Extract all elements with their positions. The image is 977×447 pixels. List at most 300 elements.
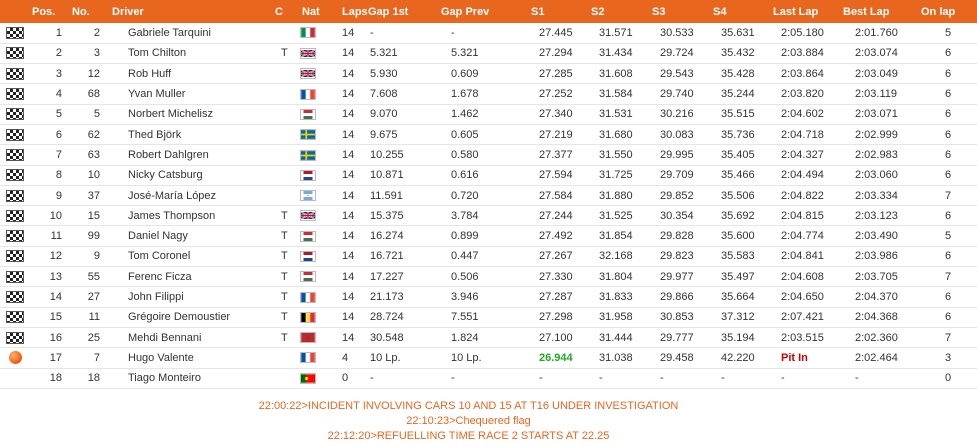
cell-laps	[334, 307, 366, 327]
value-gapp: 7.551	[451, 311, 479, 324]
cell-s3	[650, 307, 711, 327]
cell-pos	[30, 145, 70, 165]
cell-gapp	[439, 23, 529, 43]
chequered-flag-icon	[6, 291, 24, 303]
cell-c	[273, 64, 300, 84]
chequered-flag-icon	[6, 271, 24, 283]
value-gap1: 30.548	[370, 331, 404, 344]
cell-laps	[334, 287, 366, 307]
value-driver: Rob Huff	[128, 67, 172, 80]
cell-onlap	[919, 104, 977, 124]
value-gapp: -	[451, 372, 455, 385]
value-no: 68	[87, 88, 100, 101]
cell-nat	[300, 185, 334, 205]
cell-c	[273, 84, 300, 104]
value-s2: 31.571	[599, 26, 633, 39]
cell-gap1	[366, 23, 439, 43]
cell-s3	[650, 43, 711, 63]
flag-bel-icon	[300, 312, 316, 323]
cell-laps	[334, 64, 366, 84]
cell-best	[841, 43, 919, 63]
value-no: 5	[93, 108, 100, 121]
cell-c	[273, 226, 300, 246]
value-driver: Tom Chilton	[128, 47, 187, 60]
cell-pos	[30, 327, 70, 347]
value-gapp: 1.678	[451, 88, 479, 101]
value-gap1: 10.871	[370, 169, 404, 182]
cell-nat	[300, 43, 334, 63]
cell-driver	[110, 185, 273, 205]
cell-s3	[650, 267, 711, 287]
value-gap1: 16.274	[370, 230, 404, 243]
race-control-messages	[0, 399, 937, 444]
value-s1: 27.492	[539, 230, 573, 243]
cell-s1	[529, 246, 589, 266]
cell-nat	[300, 267, 334, 287]
cell-s4	[711, 104, 771, 124]
cell-gapp	[439, 124, 529, 144]
value-driver: Nicky Catsburg	[128, 169, 203, 182]
value-onlap: 0	[945, 372, 952, 385]
value-laps: 14	[342, 311, 355, 324]
cell-s2	[589, 23, 650, 43]
value-driver: Hugo Valente	[128, 351, 194, 364]
cell-s4	[711, 23, 771, 43]
table-row[interactable]	[0, 267, 977, 287]
value-s4: 35.432	[721, 47, 755, 60]
value-pos: 6	[55, 128, 62, 141]
value-gap1: 15.375	[370, 209, 404, 222]
value-pos: 18	[49, 372, 62, 385]
flag-hun-icon	[300, 231, 316, 242]
cell-onlap	[919, 246, 977, 266]
value-last: -	[781, 372, 785, 385]
value-last: 2:04.822	[781, 189, 824, 202]
table-row[interactable]	[0, 246, 977, 266]
cell-nat	[300, 124, 334, 144]
cell-best	[841, 64, 919, 84]
status-cell	[0, 43, 30, 63]
cell-onlap	[919, 185, 977, 205]
col-gap-prev[interactable]: Gap Prev	[439, 0, 529, 23]
table-row[interactable]	[0, 287, 977, 307]
cell-pos	[30, 307, 70, 327]
value-s2: 31.584	[599, 88, 633, 101]
cell-s2	[589, 307, 650, 327]
cell-nat	[300, 246, 334, 266]
value-pos: 5	[55, 108, 62, 121]
value-s4: 35.692	[721, 209, 755, 222]
value-onlap: 6	[945, 148, 952, 161]
cell-nat	[300, 287, 334, 307]
value-last: 2:04.602	[781, 108, 824, 121]
cell-gapp	[439, 206, 529, 226]
value-gap1: 9.675	[370, 128, 398, 141]
value-onlap: 6	[945, 209, 952, 222]
cell-s4	[711, 226, 771, 246]
value-laps: 14	[342, 209, 355, 222]
flag-ned-icon	[300, 251, 316, 262]
value-s1: -	[539, 372, 543, 385]
value-gapp: 3.784	[451, 209, 479, 222]
cell-s3	[650, 368, 711, 388]
cell-best	[841, 84, 919, 104]
cell-gap1	[366, 145, 439, 165]
value-s3: 29.828	[660, 230, 694, 243]
col-nat[interactable]: Nat	[300, 0, 334, 23]
value-onlap: 6	[945, 108, 952, 121]
value-s1: 27.287	[539, 291, 573, 303]
cell-no	[70, 165, 110, 185]
cell-nat	[300, 206, 334, 226]
status-cell	[0, 206, 30, 226]
cell-gap1	[366, 246, 439, 266]
value-best: 2:03.049	[855, 67, 898, 80]
cell-pos	[30, 368, 70, 388]
value-pos: 3	[55, 67, 62, 80]
flag-gbr-icon	[300, 48, 316, 59]
value-s1: 27.244	[539, 209, 573, 222]
cell-s4	[711, 287, 771, 307]
cell-onlap	[919, 348, 977, 368]
cell-no	[70, 226, 110, 246]
value-onlap: 6	[945, 67, 952, 80]
cell-c	[273, 267, 300, 287]
value-best: 2:02.464	[855, 351, 898, 364]
value-s2: -	[599, 372, 603, 385]
cell-c	[273, 43, 300, 63]
cell-no	[70, 43, 110, 63]
value-onlap: 7	[945, 270, 952, 283]
cell-onlap	[919, 226, 977, 246]
cell-gapp	[439, 104, 529, 124]
cell-driver	[110, 23, 273, 43]
value-driver: José-María López	[128, 189, 217, 202]
value-gapp: 0.580	[451, 148, 479, 161]
value-s4: 35.515	[721, 108, 755, 121]
flag-hun-icon	[300, 271, 316, 282]
cell-nat	[300, 368, 334, 388]
cell-onlap	[919, 23, 977, 43]
col-on-lap[interactable]: On lap	[919, 0, 977, 23]
cell-gap1	[366, 185, 439, 205]
value-pos: 2	[55, 47, 62, 60]
cell-s2	[589, 246, 650, 266]
value-driver: Thed Björk	[128, 128, 182, 141]
cell-best	[841, 165, 919, 185]
value-no: 7	[93, 351, 100, 364]
value-s1: 27.594	[539, 169, 573, 182]
col-s4[interactable]: S4	[711, 0, 771, 23]
cell-best	[841, 124, 919, 144]
chequered-flag-icon	[6, 129, 24, 141]
value-onlap: 5	[945, 230, 952, 243]
value-s3: 29.740	[660, 88, 694, 101]
chequered-flag-icon	[6, 230, 24, 242]
cell-s2	[589, 267, 650, 287]
cell-pos	[30, 165, 70, 185]
cell-driver	[110, 84, 273, 104]
cell-onlap	[919, 145, 977, 165]
cell-s1	[529, 145, 589, 165]
cell-laps	[334, 267, 366, 287]
value-s3: 29.709	[660, 169, 694, 182]
cell-c	[273, 307, 300, 327]
table-row[interactable]	[0, 206, 977, 226]
cell-pos	[30, 185, 70, 205]
value-gapp: 0.605	[451, 128, 479, 141]
cell-s4	[711, 185, 771, 205]
value-gap1: 21.173	[370, 291, 404, 303]
col-best-lap[interactable]: Best Lap	[841, 0, 919, 23]
cell-gap1	[366, 104, 439, 124]
value-no: 9	[93, 250, 100, 263]
value-driver: Mehdi Bennani	[128, 331, 202, 344]
flag-por-icon	[300, 373, 316, 384]
cell-driver	[110, 267, 273, 287]
value-onlap: 6	[945, 128, 952, 141]
col-s3[interactable]: S3	[650, 0, 711, 23]
value-last: 2:03.884	[781, 47, 824, 60]
cell-best	[841, 23, 919, 43]
cell-best	[841, 267, 919, 287]
value-s4: 35.631	[721, 26, 755, 39]
col-c[interactable]: C	[273, 0, 300, 23]
value-gap1: 9.070	[370, 108, 398, 121]
value-laps: 14	[342, 148, 355, 161]
value-c: T	[281, 230, 288, 243]
col-laps[interactable]: Laps	[334, 0, 366, 23]
value-laps: 14	[342, 230, 355, 243]
message-2: 22:10:23>Chequered flag	[406, 415, 531, 427]
value-onlap: 3	[945, 351, 952, 364]
value-s1: 27.219	[539, 128, 573, 141]
value-s1: 26.944	[539, 351, 573, 364]
value-s2: 31.444	[599, 331, 633, 344]
table-row[interactable]	[0, 307, 977, 327]
chequered-flag-icon	[6, 250, 24, 262]
cell-no	[70, 206, 110, 226]
cell-s3	[650, 246, 711, 266]
timing-rows	[0, 23, 977, 388]
value-gapp: 0.616	[451, 169, 479, 182]
table-row[interactable]	[0, 368, 977, 388]
cell-s1	[529, 307, 589, 327]
flag-arg-icon	[300, 190, 316, 201]
chequered-flag-icon	[6, 27, 24, 39]
table-row[interactable]	[0, 165, 977, 185]
cell-c	[273, 368, 300, 388]
cell-s1	[529, 368, 589, 388]
value-c: T	[281, 331, 288, 344]
value-s2: 31.608	[599, 67, 633, 80]
cell-gap1	[366, 124, 439, 144]
table-row[interactable]	[0, 23, 977, 43]
value-c: T	[281, 270, 288, 283]
cell-s4	[711, 206, 771, 226]
cell-pos	[30, 43, 70, 63]
value-s4: 35.194	[721, 331, 755, 344]
cell-pos	[30, 348, 70, 368]
value-pos: 15	[49, 311, 62, 324]
value-laps: 14	[342, 331, 355, 344]
flag-swe-icon	[300, 150, 316, 161]
value-s2: 31.833	[599, 291, 633, 303]
cell-laps	[334, 327, 366, 347]
value-c: T	[281, 311, 288, 324]
value-laps: 14	[342, 128, 355, 141]
table-header	[0, 0, 977, 23]
cell-s1	[529, 124, 589, 144]
value-best: 2:03.123	[855, 209, 898, 222]
cell-nat	[300, 104, 334, 124]
status-cell	[0, 104, 30, 124]
value-s4: 35.600	[721, 230, 755, 243]
cell-onlap	[919, 84, 977, 104]
value-s3: 29.866	[660, 291, 694, 303]
value-s2: 31.804	[599, 270, 633, 283]
value-pos: 1	[55, 26, 62, 39]
table-row[interactable]	[0, 124, 977, 144]
table-row[interactable]	[0, 185, 977, 205]
cell-best	[841, 307, 919, 327]
cell-gapp	[439, 145, 529, 165]
cell-s3	[650, 348, 711, 368]
cell-gap1	[366, 267, 439, 287]
table-row[interactable]	[0, 84, 977, 104]
cell-last	[771, 206, 841, 226]
cell-no	[70, 307, 110, 327]
value-last: 2:04.718	[781, 128, 824, 141]
table-row[interactable]	[0, 145, 977, 165]
table-row[interactable]	[0, 43, 977, 63]
col-s2[interactable]: S2	[589, 0, 650, 23]
cell-no	[70, 104, 110, 124]
value-s4: 37.312	[721, 311, 755, 324]
value-laps: 14	[342, 291, 355, 303]
cell-s3	[650, 327, 711, 347]
value-driver: Daniel Nagy	[128, 230, 188, 243]
flag-hun-icon	[300, 109, 316, 120]
status-cell	[0, 368, 30, 388]
value-last: 2:03.820	[781, 88, 824, 101]
flag-gbr-icon	[300, 68, 316, 79]
value-driver: John Filippi	[128, 291, 184, 303]
value-s2: 31.680	[599, 128, 633, 141]
table-row[interactable]	[0, 327, 977, 347]
chequered-flag-icon	[6, 47, 24, 59]
cell-onlap	[919, 267, 977, 287]
col-s1[interactable]: S1	[529, 0, 589, 23]
col-last-lap[interactable]: Last Lap	[771, 0, 841, 23]
cell-s3	[650, 64, 711, 84]
value-no: 25	[87, 331, 100, 344]
value-no: 62	[87, 128, 100, 141]
value-s3: 29.823	[660, 250, 694, 263]
cell-no	[70, 185, 110, 205]
cell-laps	[334, 185, 366, 205]
cell-s3	[650, 226, 711, 246]
cell-s2	[589, 226, 650, 246]
status-cell	[0, 23, 30, 43]
cell-c	[273, 185, 300, 205]
status-cell	[0, 64, 30, 84]
value-driver: Robert Dahlgren	[128, 148, 209, 161]
chequered-flag-icon	[6, 311, 24, 323]
col-driver[interactable]: Driver	[110, 0, 273, 23]
table-row[interactable]	[0, 348, 977, 368]
value-last: 2:04.815	[781, 209, 824, 222]
value-driver: Ferenc Ficza	[128, 270, 192, 283]
value-no: 11	[88, 311, 100, 324]
cell-s3	[650, 287, 711, 307]
cell-s4	[711, 307, 771, 327]
cell-c	[273, 23, 300, 43]
cell-best	[841, 327, 919, 347]
flag-ita-icon	[300, 27, 316, 38]
table-row[interactable]	[0, 226, 977, 246]
cell-driver	[110, 124, 273, 144]
value-s2: 31.531	[599, 108, 633, 121]
value-onlap: 6	[945, 250, 952, 263]
value-last: 2:05.180	[781, 26, 824, 39]
value-best: 2:04.370	[855, 291, 898, 303]
value-s1: 27.445	[539, 26, 573, 39]
cell-s4	[711, 145, 771, 165]
cell-gapp	[439, 185, 529, 205]
value-s2: 31.038	[599, 351, 633, 364]
value-s1: 27.100	[539, 331, 573, 344]
cell-s1	[529, 185, 589, 205]
cell-s2	[589, 43, 650, 63]
value-pos: 4	[55, 88, 62, 101]
cell-laps	[334, 165, 366, 185]
cell-onlap	[919, 165, 977, 185]
cell-last	[771, 185, 841, 205]
col-no[interactable]: No.	[70, 0, 110, 23]
cell-driver	[110, 43, 273, 63]
value-best: -	[855, 372, 859, 385]
chequered-flag-icon	[6, 210, 24, 222]
value-driver: Tiago Monteiro	[128, 372, 201, 385]
value-s4: 35.583	[721, 250, 755, 263]
value-s2: 31.525	[599, 209, 633, 222]
value-no: 99	[87, 230, 100, 243]
value-gapp: 0.447	[451, 250, 479, 263]
cell-s4	[711, 64, 771, 84]
cell-onlap	[919, 43, 977, 63]
table-row[interactable]	[0, 104, 977, 124]
value-gap1: 10.255	[370, 148, 404, 161]
cell-gapp	[439, 43, 529, 63]
table-row[interactable]	[0, 64, 977, 84]
cell-gap1	[366, 368, 439, 388]
status-cell	[0, 307, 30, 327]
col-pos[interactable]: Pos.	[30, 0, 70, 23]
cell-c	[273, 206, 300, 226]
cell-c	[273, 165, 300, 185]
col-gap-1st[interactable]: Gap 1st	[366, 0, 439, 23]
value-gapp: 0.609	[451, 67, 479, 80]
value-s3: -	[660, 372, 664, 385]
pit-ball-icon	[9, 351, 22, 364]
cell-laps	[334, 226, 366, 246]
cell-pos	[30, 226, 70, 246]
cell-gapp	[439, 246, 529, 266]
cell-s2	[589, 348, 650, 368]
cell-s1	[529, 287, 589, 307]
flag-gbr-icon	[300, 210, 316, 221]
